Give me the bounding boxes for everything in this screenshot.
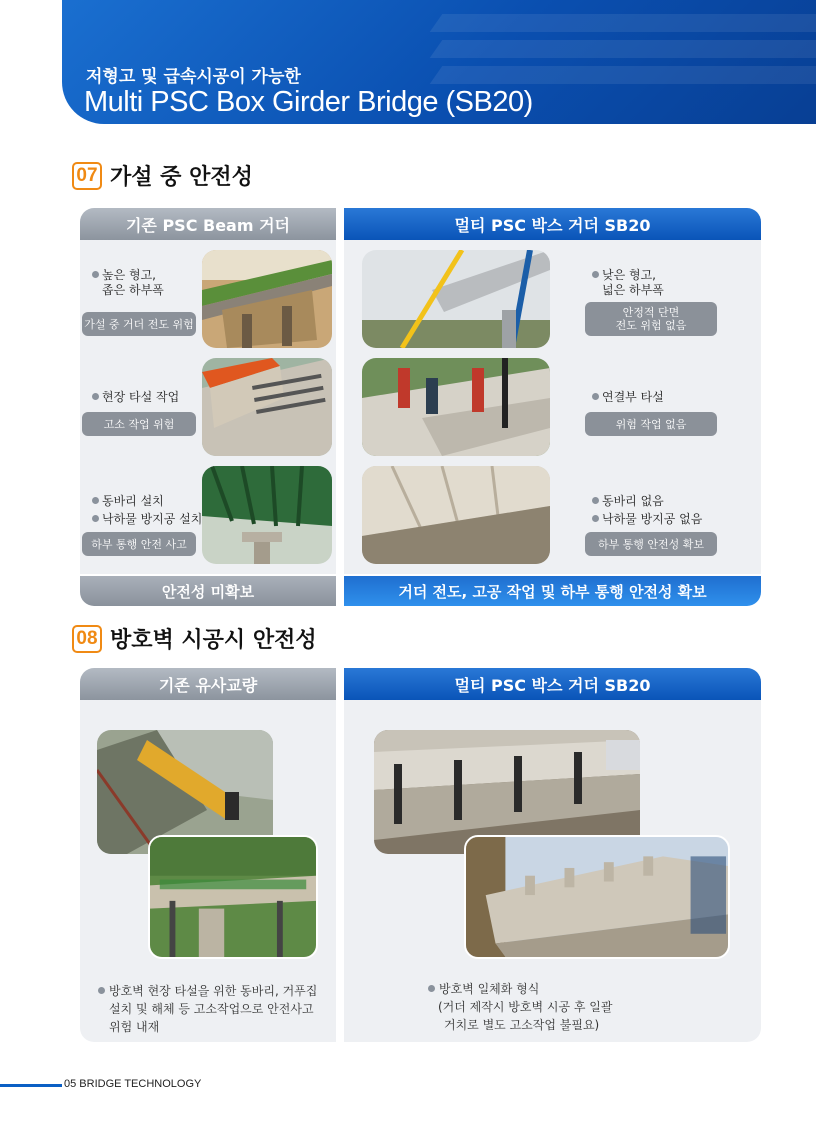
s07-r2-left-tag: 고소 작업 위험 — [82, 412, 196, 436]
photo-sb20-crane-lift — [362, 250, 550, 348]
bullet-dot-icon — [92, 271, 99, 278]
bullet-dot-icon — [592, 271, 599, 278]
photo-sb20-joint-casting — [362, 358, 550, 456]
s07-r1-right-tag: 안정적 단면 전도 위험 없음 — [585, 302, 717, 336]
bullet-dot-icon — [592, 515, 599, 522]
section-07-title: 가설 중 안전성 — [110, 165, 253, 190]
s08-left-description: 방호벽 현장 타설을 위한 동바리, 거푸집 설치 및 해체 등 고소작업으로 안전사고 위험 내재 — [98, 982, 317, 1036]
s07-r3-left-tag: 하부 통행 안전 사고 — [82, 532, 196, 556]
photo-shoring-installation — [202, 466, 332, 564]
s08-right-header: 멀티 PSC 박스 거더 SB20 — [344, 668, 761, 700]
bullet-dot-icon — [92, 497, 99, 504]
s07-r2-right-bullet: 연결부 타설 — [592, 390, 664, 405]
page-header — [62, 0, 816, 124]
s08-left-header: 기존 유사교량 — [80, 668, 336, 700]
photo-cast-in-place-work — [202, 358, 332, 456]
section-08-heading — [72, 623, 317, 654]
section-08-number: 08 — [72, 625, 102, 653]
photo-sb20-underside-no-shoring — [362, 466, 550, 564]
s07-r3-left-bullet: 동바리 설치 낙하물 방지공 설치 — [92, 494, 202, 527]
photo-sb20-integrated-barrier — [464, 835, 730, 959]
bullet-dot-icon — [592, 393, 599, 400]
header-title: Multi PSC Box Girder Bridge (SB20) — [84, 86, 533, 118]
s07-r2-left-bullet: 현장 타설 작업 — [92, 390, 179, 405]
bullet-dot-icon — [92, 393, 99, 400]
s07-right-footer: 거더 전도, 고공 작업 및 하부 통행 안전성 확보 — [344, 576, 761, 606]
s07-left-header: 기존 PSC Beam 거더 — [80, 208, 336, 240]
s07-right-header: 멀티 PSC 박스 거더 SB20 — [344, 208, 761, 240]
page-footer-label: 05 BRIDGE TECHNOLOGY — [64, 1078, 202, 1090]
s07-r3-right-bullet: 동바리 없음 낙하물 방지공 없음 — [592, 494, 702, 527]
section-07-number: 07 — [72, 162, 102, 190]
bullet-dot-icon — [428, 985, 435, 992]
footer-accent-line — [0, 1084, 62, 1087]
s07-r2-right-tag: 위험 작업 없음 — [585, 412, 717, 436]
s07-r1-left-tag: 가설 중 거더 전도 위험 — [82, 312, 196, 336]
s07-r3-right-tag: 하부 통행 안전성 확보 — [585, 532, 717, 556]
photo-psc-beam-girder-erection — [202, 250, 332, 348]
bullet-dot-icon — [592, 497, 599, 504]
section-07-heading — [72, 160, 253, 191]
photo-barrier-shoring-scaffold — [148, 835, 318, 959]
s07-left-footer: 안전성 미확보 — [80, 576, 336, 606]
s07-r1-left-bullet: 높은 형고, 좁은 하부폭 — [92, 268, 164, 298]
s07-r1-right-bullet: 낮은 형고, 넓은 하부폭 — [592, 268, 664, 298]
s08-right-description: 방호벽 일체화 형식 (거더 제작시 방호벽 시공 후 일괄 거치로 별도 고소작업 불필요) — [428, 980, 612, 1034]
section-08-title: 방호벽 시공시 안전성 — [110, 628, 317, 653]
header-subtitle: 저형고 및 급속시공이 가능한 — [86, 67, 301, 87]
bullet-dot-icon — [98, 987, 105, 994]
bullet-dot-icon — [92, 515, 99, 522]
